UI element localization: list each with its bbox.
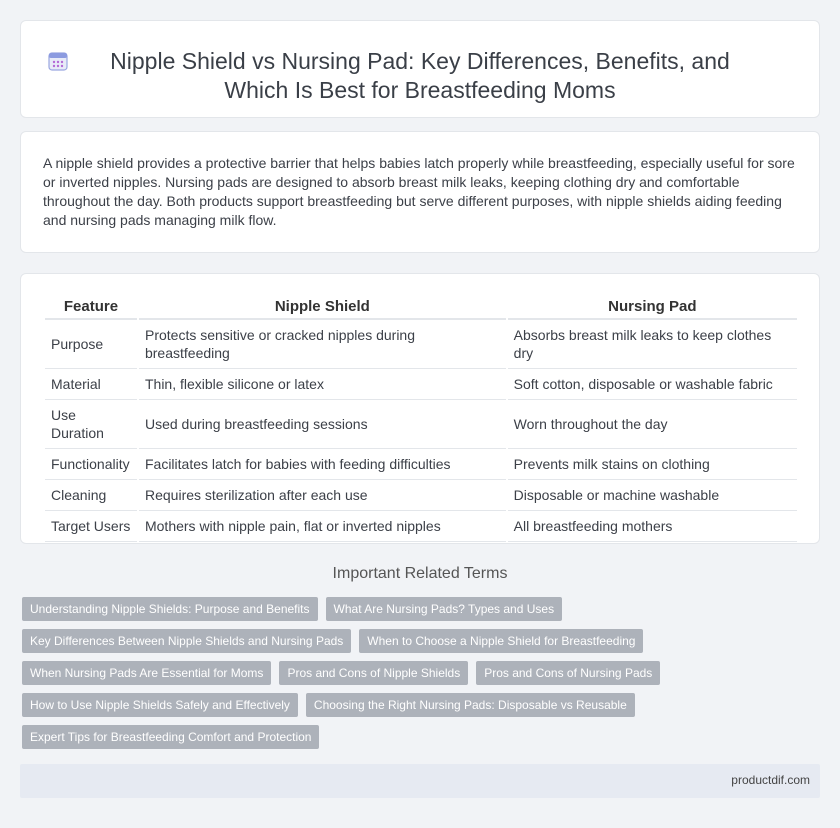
row-nursing-pad-cell: Soft cotton, disposable or washable fabric [508,369,797,400]
header-feature: Feature [45,294,137,320]
related-term-chip[interactable]: When Nursing Pads Are Essential for Moms [22,661,271,685]
table-row [45,449,797,480]
row-nursing-pad-cell: Disposable or machine washable [508,480,797,511]
row-nipple-shield-cell: Used during breastfeeding sessions [139,400,506,449]
related-term-chip[interactable]: What Are Nursing Pads? Types and Uses [326,597,563,621]
row-feature-cell: Material [45,369,137,400]
row-feature-cell: Purpose [45,320,137,369]
row-feature-cell: Functionality [45,449,137,480]
header-card [20,20,820,118]
row-nipple-shield-cell: Requires sterilization after each use [139,480,506,511]
related-terms-list [22,597,822,749]
header-nursing-pad: Nursing Pad [508,294,797,320]
page-title: Nipple Shield vs Nursing Pad: Key Differences, Benefits, and Which Is Best for Breastfeeding Moms [110,48,730,103]
related-term-chip[interactable]: Understanding Nipple Shields: Purpose and Benefits [22,597,318,621]
table-row [45,480,797,511]
row-nursing-pad-cell: Absorbs breast milk leaks to keep clothes dry [508,320,797,369]
related-terms-heading: Important Related Terms [332,565,508,582]
comparison-table [43,294,799,542]
related-term-chip[interactable]: Expert Tips for Breastfeeding Comfort and Protection [22,725,319,749]
intro-card [20,131,820,253]
intro-paragraph: A nipple shield provides a protective barrier that helps babies latch properly while breastfeeding, especially useful for sore or inverted nipples. Nursing pads are designed to absorb breast milk leaks, keeping clothing dry and comfortable throughout the day. Both products support breastfeeding but serve different purposes, with nipple shields aiding feeding and nursing pads managing milk flow. [43,155,795,228]
table-header-row [45,294,797,320]
header-nipple-shield: Nipple Shield [139,294,506,320]
title-row [21,47,819,105]
row-feature-cell: Use Duration [45,400,137,449]
row-feature-cell: Cleaning [45,480,137,511]
related-term-chip[interactable]: How to Use Nipple Shields Safely and Effectively [22,693,298,717]
table-row [45,400,797,449]
related-term-chip[interactable]: Key Differences Between Nipple Shields and Nursing Pads [22,629,351,653]
row-nursing-pad-cell: Prevents milk stains on clothing [508,449,797,480]
table-row [45,320,797,369]
table-row [45,369,797,400]
row-nursing-pad-cell: Worn throughout the day [508,400,797,449]
row-nursing-pad-cell: All breastfeeding mothers [508,511,797,542]
footer-site-link[interactable]: productdif.com [731,773,810,787]
related-term-chip[interactable]: Pros and Cons of Nursing Pads [476,661,660,685]
related-term-chip[interactable]: Choosing the Right Nursing Pads: Disposable vs Reusable [306,693,635,717]
row-nipple-shield-cell: Mothers with nipple pain, flat or inverted nipples [139,511,506,542]
footer [20,764,820,798]
comparison-table-card [20,273,820,544]
row-nipple-shield-cell: Thin, flexible silicone or latex [139,369,506,400]
row-nipple-shield-cell: Facilitates latch for babies with feeding difficulties [139,449,506,480]
table-row [45,511,797,542]
related-term-chip[interactable]: Pros and Cons of Nipple Shields [279,661,468,685]
related-term-chip[interactable]: When to Choose a Nipple Shield for Breastfeeding [359,629,643,653]
row-feature-cell: Target Users [45,511,137,542]
row-nipple-shield-cell: Protects sensitive or cracked nipples during breastfeeding [139,320,506,369]
calendar-icon [47,50,69,72]
